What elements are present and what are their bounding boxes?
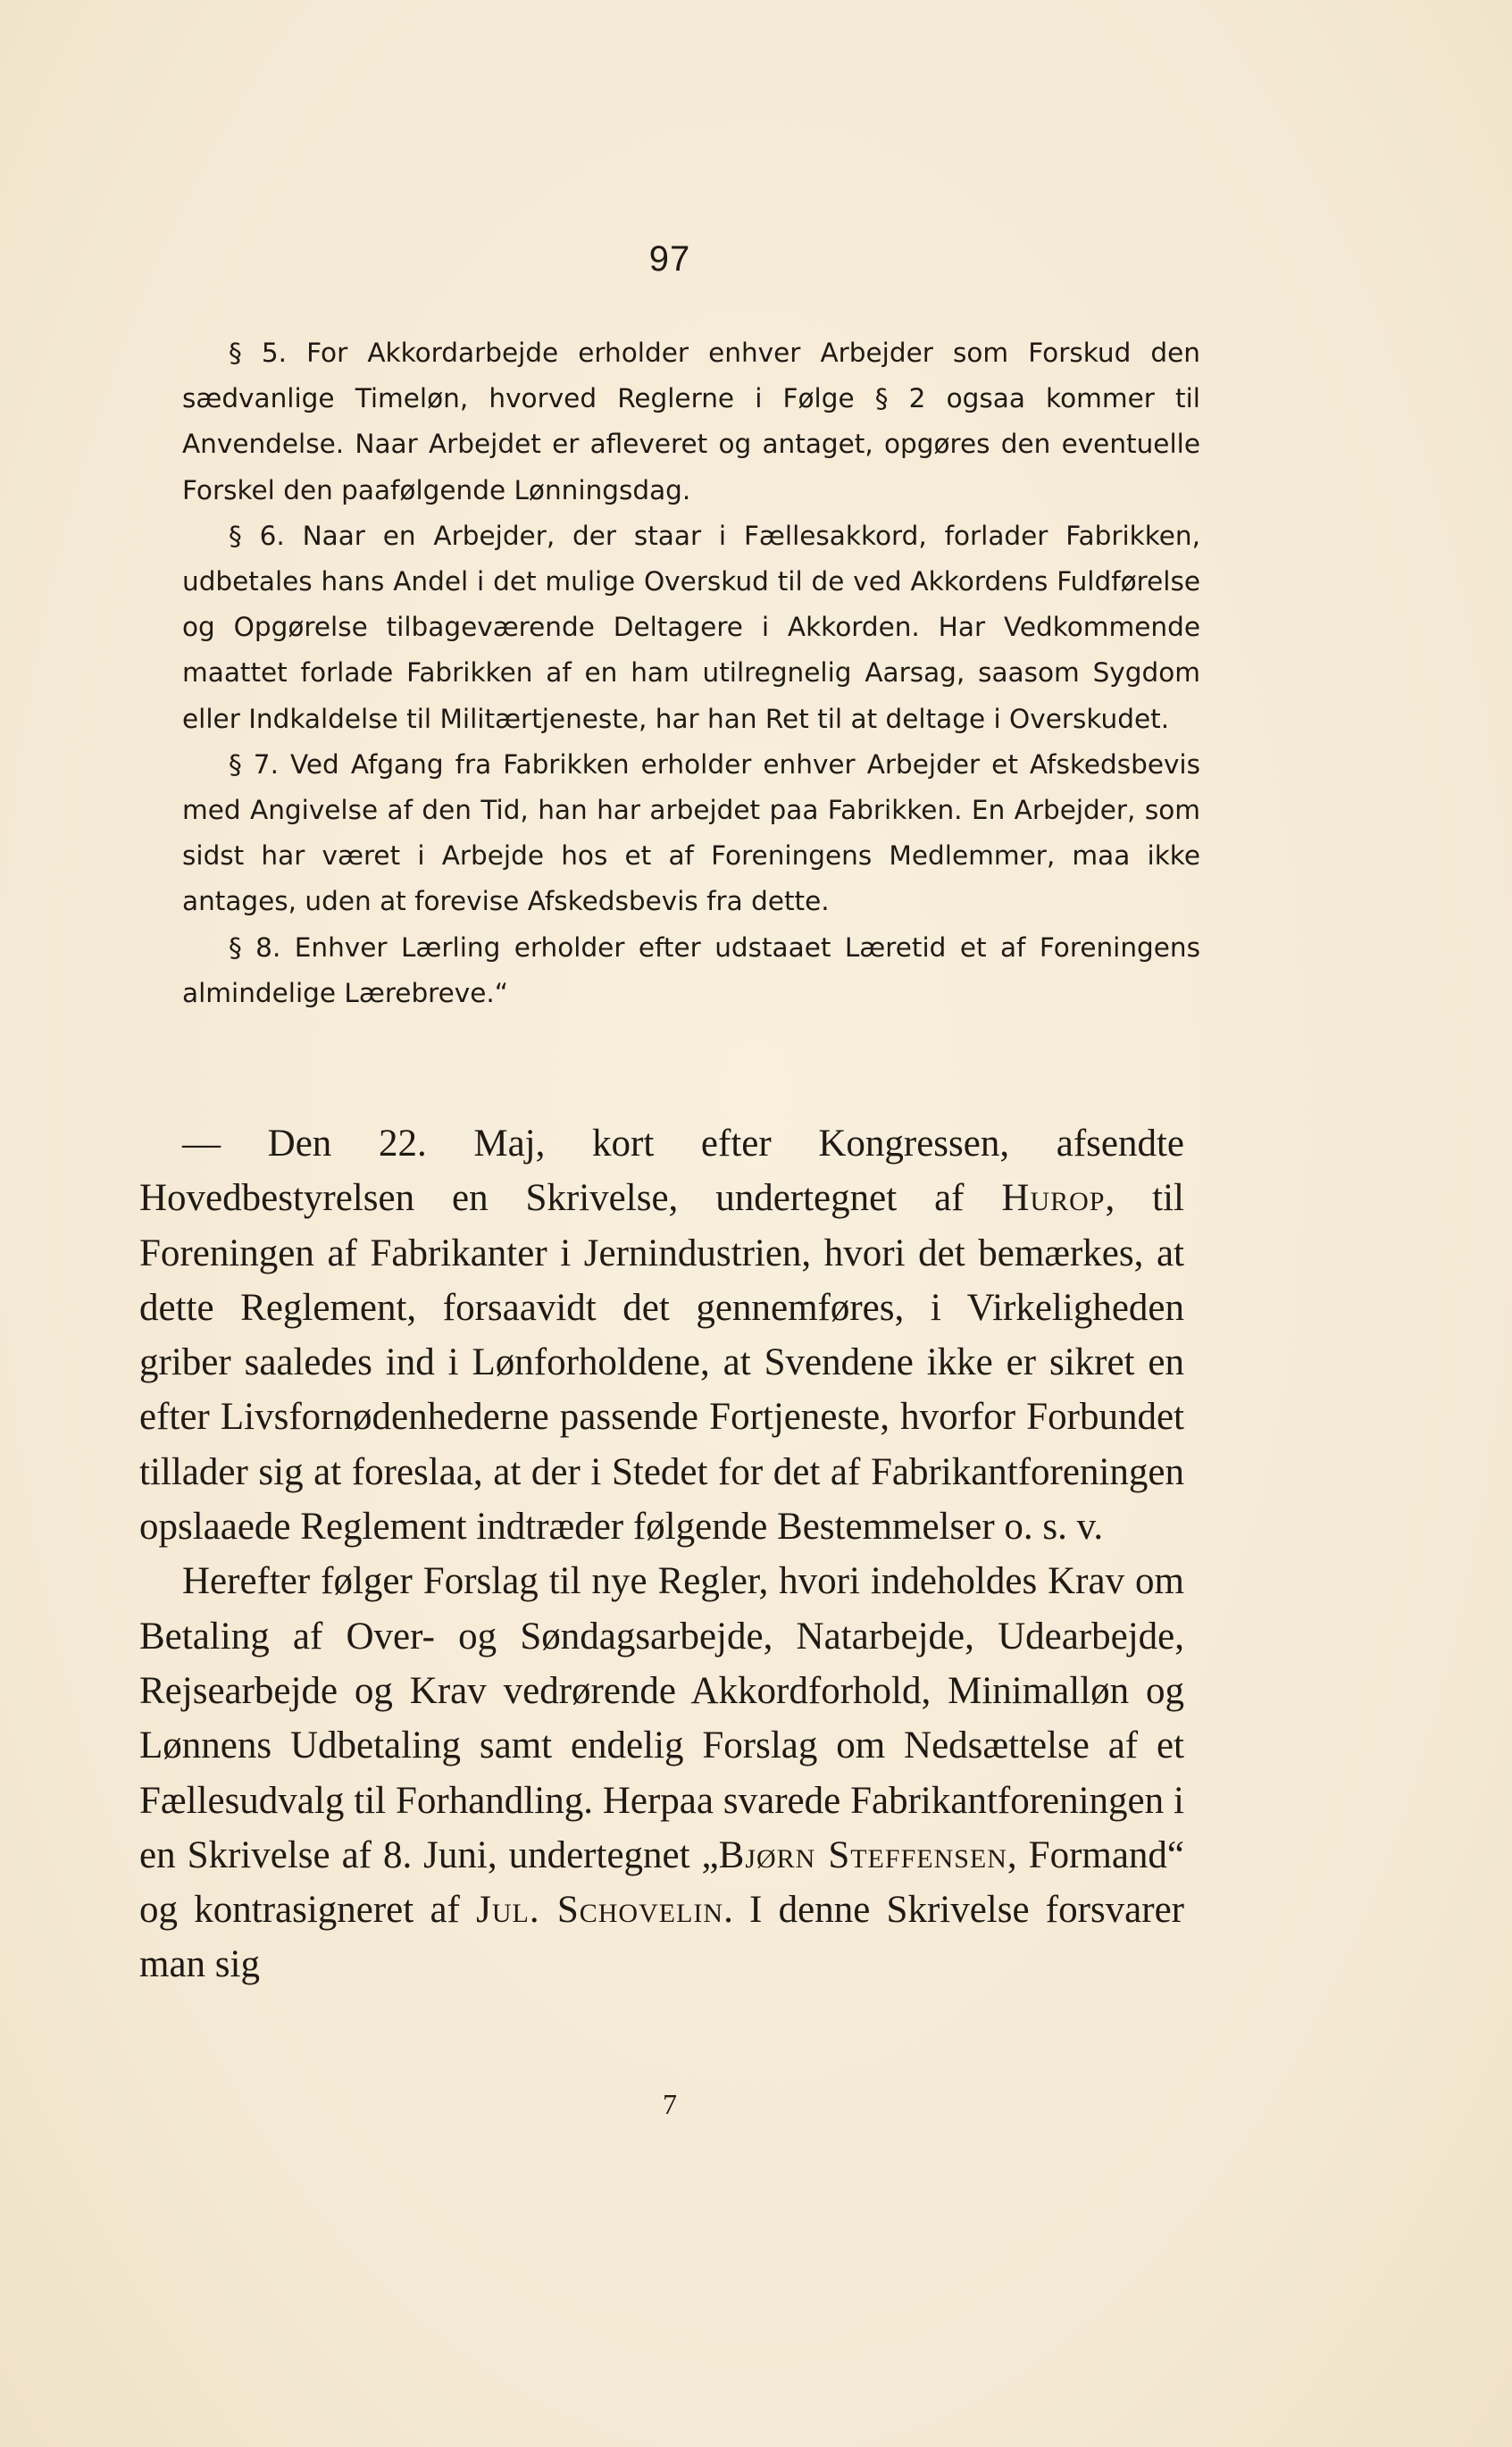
text-run: . I denne Skrivelse forsvarer man sig (139, 1889, 1184, 1986)
paragraph-main-2 (139, 1554, 1184, 1992)
paragraph-section-6: § 6. Naar en Arbejder, der staar i Fællesakkord, forlader Fabrikken, udbetales hans Andel i det mulige Overskud til de ved Akkordens Fuldførelse og Opgørelse tilbageværende Deltagere i Akkorden. Har Vedkommende maattet forlade Fabrikken af en ham utilregnelig Aarsag, saasom Sygdom eller Indkaldelse til Militærtjeneste, har han Ret til at deltage i Overskudet. (182, 520, 1200, 734)
paragraph-section-8: § 8. Enhver Lærling erholder efter udstaaet Læretid et af Foreningens almindelige Lærebreve.“ (182, 931, 1200, 1008)
text-run: — Den 22. Maj, kort efter Kongressen, afsendte Hovedbestyrelsen en Skrivelse, undertegnet af (139, 1123, 1184, 1220)
person-name-schovelin: Jul. Schovelin (476, 1889, 724, 1932)
page-number: 97 (648, 239, 691, 279)
paragraph-main-1 (139, 1116, 1184, 1554)
signature-mark: 7 (663, 2088, 677, 2120)
main-text (139, 1116, 1184, 1992)
text-run: Herefter følger Forslag til nye Regler, hvori indeholdes Krav om Betaling af Over- og Søndagsarbejde, Natarbejde, Udearbejde, Rejsearbejde og Krav vedrørende Akkordforhold, Minimalløn og Lønnens Udbetaling samt endelig Forslag om Nedsættelse af et Fællesudvalg til Forhandling. Herpaa svarede Fabrikantforeningen i en Skrivelse af 8. Juni, undertegnet „ (139, 1560, 1184, 1876)
paragraph-section-7: § 7. Ved Afgang fra Fabrikken erholder enhver Arbejder et Afskedsbevis med Angivelse af den Tid, han har arbejdet paa Fabrikken. En Arbejder, som sidst har været i Arbejde hos et af Foreningens Medlemmer, maa ikke antages, uden at forevise Afskedsbevis fra dette. (182, 748, 1200, 917)
person-name-hurop: Hurop (1001, 1177, 1106, 1220)
person-name-steffensen: Bjørn Steffensen (718, 1833, 1007, 1876)
text-run: , Formand“ og kontrasigneret af (139, 1833, 1185, 1932)
quoted-regulation (182, 330, 1200, 1016)
text-run: , til Foreningen af Fabrikanter i Jernindustrien, hvori det bemærkes, at dette Reglement, forsaavidt det gennemføres, i Virkeligheden griber saaledes ind i Lønforholdene, at Svendene ikke er sikret en efter Livsfornødenhederne passende Fortjeneste, hvorfor Forbundet tillader sig at foreslaa, at der i Stedet for det af Fabrikantforeningen opslaaede Reglement indtræder følgende Bestemmelser o. s. v. (139, 1177, 1184, 1549)
paragraph-section-5: § 5. For Akkordarbejde erholder enhver Arbejder som Forskud den sædvanlige Timeløn, hvorved Reglerne i Følge § 2 ogsaa kommer til Anvendelse. Naar Arbejdet er afleveret og antaget, opgøres den eventuelle Forskel den paafølgende Lønningsdag. (182, 338, 1200, 505)
